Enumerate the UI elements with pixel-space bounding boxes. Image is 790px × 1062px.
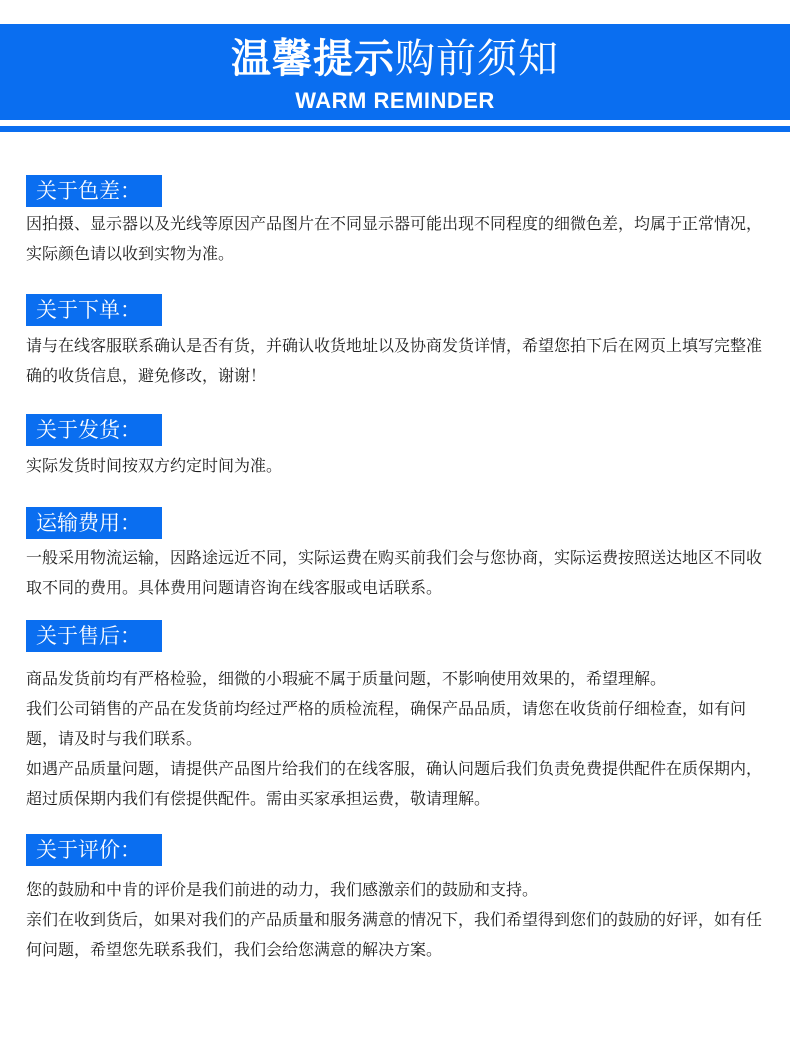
- section-paragraph: 商品发货前均有严格检验，细微的小瑕疵不属于质量问题，不影响使用效果的，希望理解。: [26, 669, 667, 688]
- section-paragraph: 实际发货时间按双方约定时间为准。: [26, 456, 283, 475]
- page-title: [0, 34, 790, 84]
- section-paragraph: 请与在线客服联系确认是否有货，并确认收货地址以及协商发货详情，希望您拍下后在网页上填写完整准确的收货信息，避免修改，谢谢！: [26, 336, 763, 385]
- section-paragraph: 因拍摄、显示器以及光线等原因产品图片在不同显示器可能出现不同程度的细微色差，均属于正常情况，实际颜色请以收到实物为准。: [26, 214, 763, 263]
- header-divider: [0, 126, 790, 132]
- page-subtitle: WARM REMINDER: [295, 88, 495, 113]
- section-heading: 关于下单：: [26, 294, 162, 326]
- section-paragraph: 一般采用物流运输，因路途远近不同，实际运费在购买前我们会与您协商，实际运费按照送达地区不同收取不同的费用。具体费用问题请咨询在线客服或电话联系。: [26, 548, 763, 597]
- section-paragraph: 如遇产品质量问题，请提供产品图片给我们的在线客服，确认问题后我们负责免费提供配件在质保期内，超过质保期内我们有偿提供配件。需由买家承担运费，敬请理解。: [26, 759, 763, 808]
- section-paragraph: 我们公司销售的产品在发货前均经过严格的质检流程，确保产品品质，请您在收货前仔细检查，如有问题，请及时与我们联系。: [26, 699, 747, 748]
- section-heading: 运输费用：: [26, 507, 162, 539]
- page-title-bold: 温馨提示: [231, 36, 395, 82]
- header-banner: [0, 24, 790, 120]
- page-title-light: 购前须知: [395, 36, 559, 82]
- section-heading: 关于发货：: [26, 414, 162, 446]
- section-heading: 关于售后：: [26, 620, 162, 652]
- section-heading: 关于评价：: [26, 834, 162, 866]
- section-paragraph: 亲们在收到货后，如果对我们的产品质量和服务满意的情况下，我们希望得到您们的鼓励的好评，如有任何问题，希望您先联系我们，我们会给您满意的解决方案。: [26, 910, 763, 959]
- section-heading: 关于色差：: [26, 175, 162, 207]
- section-paragraph: 您的鼓励和中肯的评价是我们前进的动力，我们感激亲们的鼓励和支持。: [26, 880, 539, 899]
